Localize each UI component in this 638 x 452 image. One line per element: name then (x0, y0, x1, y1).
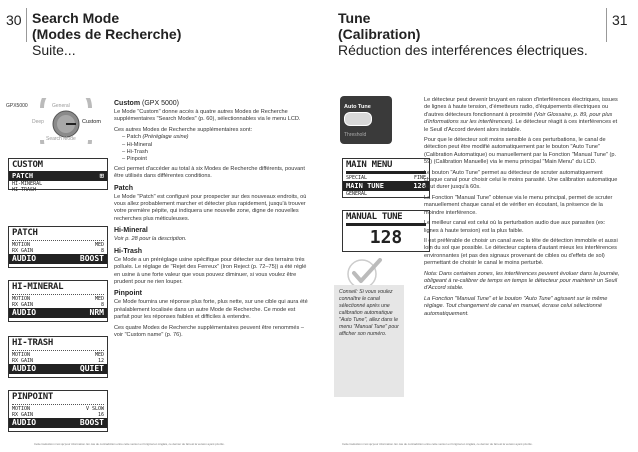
lcd-row-value: MED (94, 242, 104, 248)
lcd-selected-label: MAIN TUNE (346, 182, 384, 190)
knob-general-label: General (52, 103, 70, 109)
custom-heading (114, 99, 308, 108)
hi-mineral-paragraph: Voir p. 28 pour la description. (114, 236, 187, 243)
tip-box: Conseil: Si vous voulez connaître le canal sélectionné après une calibration automatique "Auto Tune", allez dans le menu "Manual Tune" pour afficher son numéro. (334, 285, 404, 397)
right-footer-disclaimer: Cette traduction n'est qu'pour information. En cas de contradiction entre cette version et l'original en Anglais, ce dernier de fait est la version ayant priorité. (342, 442, 533, 446)
lcd-pinpoint-selected (9, 418, 107, 428)
auto-tune-illustration (340, 96, 392, 144)
lcd-patch (8, 226, 108, 268)
right-title-line2: (Calibration) (338, 26, 421, 42)
lcd-row-value: MED (94, 296, 104, 302)
custom-paragraph: Ces autres Modes de Recherche supplémentaires sont: (114, 126, 253, 133)
lcd-selected-value: QUIET (79, 364, 104, 373)
custom-paragraph: Ceci permet d'accéder au total à six Modes de Recherche différents, pouvant être utilisés dans différentes conditions. (114, 165, 305, 180)
hi-trash-paragraph: Ce Mode a un préréglage usine spécifique pour détecter sur des terrains très pollués. Le réglage de "Rejet des Ferreux" (Iron Reject (p. 72–75)) a été réglé en usine à une forte valeur que vous pouvez diminuer, si vous voulez être prudent pour ne rien louper. (114, 256, 307, 285)
lcd-row-label: RX GAIN (12, 412, 34, 418)
lcd-custom-title: CUSTOM (12, 160, 43, 170)
lcd-manual-tune-value: 128 (369, 227, 403, 248)
lcd-hi-mineral-title: HI-MINERAL (12, 282, 64, 292)
lcd-row-label: GENERAL (346, 191, 368, 197)
knob-custom-label: Custom (82, 119, 101, 125)
lcd-row-value: V SLOW (85, 406, 104, 412)
right-page-title (338, 10, 588, 58)
tune-paragraph-text: Le détecteur réagit à ces interférences et le Seuil d'Accord devient alors instable. (424, 119, 618, 133)
lcd-row-value: FINE (413, 175, 426, 181)
lcd-row-label: HI-TRASH (12, 187, 37, 193)
tune-note-paragraph: La Fonction "Manual Tune" et le bouton "Auto Tune" agissent sur le même réglage. Tout changement de canal en manuel, écrase celui sélectionné automatiquement. (424, 295, 608, 317)
lcd-patch-selected (9, 254, 107, 264)
tune-paragraph: Le bouton "Auto Tune" permet au détecteur de scruter automatiquement chaque canal pour choisir celui le moins parasité. Une calibration automatique peut durer jusqu'à 60s. (424, 169, 618, 191)
lcd-selected-value: BOOST (79, 254, 104, 263)
lcd-row-label: MOTION (12, 352, 31, 358)
left-page-title (32, 10, 181, 58)
tune-paragraph: Pour que le détecteur soit moins sensible à ces perturbations, le canal de détection peut être modifié automatiquement par le bouton "Auto Tune" (Calibration Automatique) ou manuellement par la Fonction "Manual Tune" (p. 59) (Calibration Manuelle) via le menu principal "Main Menu" du LCD. (424, 137, 617, 166)
tune-paragraph-text: Le détecteur peut devenir bruyant en raison d'interférences électriques, issues de lignes à haute tension, d'émetteurs radio, d'équipements électriques ou d'autres détecteurs fonctionnant à proximité (424, 97, 618, 118)
knob-gpx-label: GPX5000 (6, 103, 28, 109)
left-title-divider (26, 8, 27, 42)
custom-heading-text: Custom (114, 100, 141, 107)
pinpoint-heading: Pinpoint (114, 290, 142, 298)
right-title-line3: Réduction des interférences électriques. (338, 42, 588, 58)
lcd-row-value: MED (94, 352, 104, 358)
tune-paragraph: Le meilleur canal est celui où la perturbation audio due aux parasites (ex: lignes à haute tension) est la plus faible. (424, 220, 606, 234)
patch-paragraph: Le Mode "Patch" est configuré pour prospecter sur des nouveaux endroits, où vous allez probablement marcher et détecter plus rapidement, jusqu'à trouver votre première pépite, qui indiquera une nouvelle zone, digne de nouvelles recherches plus méticuleuses. (114, 193, 307, 222)
right-title-line1: Tune (338, 10, 371, 26)
lcd-custom-row (9, 187, 107, 193)
lcd-row-value: 16 (97, 412, 104, 418)
custom-mode-list-item: – Pinpoint (122, 156, 147, 163)
lcd-row-label: MOTION (12, 242, 31, 248)
lcd-selected-value: BOOST (79, 418, 104, 427)
knob-search-mode-label: Search Mode (46, 136, 76, 142)
lcd-separator (12, 350, 104, 351)
auto-tune-label: Auto Tune (344, 104, 371, 110)
lcd-selected-label: AUDIO (12, 254, 37, 263)
lcd-pinpoint-title: PINPOINT (12, 392, 53, 402)
lcd-bar (346, 223, 426, 226)
tune-note-paragraph: Nota: Dans certaines zones, les interférences peuvent évoluer dans la journée, obligeant à re-calibrer de temps en temps le détecteur pour maintenir un Seuil d'Accord stable. (424, 270, 620, 292)
left-title-line3: Suite... (32, 42, 76, 58)
lcd-custom (8, 158, 108, 193)
search-mode-knob-illustration (6, 98, 106, 144)
lcd-bar (346, 171, 426, 174)
left-page-number: 30 (6, 12, 22, 28)
left-footer-disclaimer: Cette traduction n'est qu'pour information. En cas de contradiction entre cette version et l'original en Anglais, ce dernier de fait est la version ayant priorité. (34, 442, 225, 446)
lcd-manual-tune (342, 210, 430, 252)
custom-mode-list-item (122, 134, 308, 141)
lcd-row-value: 8 (100, 302, 104, 308)
lcd-hi-trash-selected (9, 364, 107, 374)
right-page-number: 31 (612, 12, 628, 28)
lcd-custom-selected (9, 171, 107, 181)
lcd-row-label: MOTION (12, 296, 31, 302)
patch-heading: Patch (114, 184, 134, 192)
lcd-row-label: HI-MINERAL (12, 181, 43, 187)
tune-paragraph: Il est préférable de choisir un canal avec la tête de détection immobile et aussi loin du sol que possible. Le détecteur captera d'autant mieux les interférences environnantes (et pas des signaux provenant de cibles ou d'effets de sol) permettant de choisir le canal le moins perturbé. (424, 237, 618, 267)
lcd-row-value: 12 (97, 358, 104, 364)
hi-trash-heading: Hi-Trash (114, 247, 143, 255)
hi-mineral-heading: Hi-Mineral (114, 227, 148, 235)
threshold-label: Threshold (344, 132, 367, 138)
lcd-selected-label: AUDIO (12, 308, 37, 317)
lcd-main-menu-title: MAIN MENU (346, 160, 393, 170)
lcd-hi-trash-title: HI-TRASH (12, 338, 53, 348)
pinpoint-paragraph: Ces quatre Modes de Recherche supplémentaires peuvent être renommés – voir "Custom name" (p. 76). (114, 324, 304, 338)
pinpoint-paragraph: Ce Mode fournira une réponse plus forte, plus nette, sur une cible qui aura été préalablement localisée dans un autre Mode de Recherche. Ce mode est parfait pour les réponses faibles et difficiles à entendre. (114, 299, 308, 321)
left-title-line1: Search Mode (32, 10, 120, 26)
lcd-separator (12, 294, 104, 295)
lcd-selected-value: 128 (413, 182, 426, 190)
lcd-row-label: SPECIAL (346, 175, 368, 181)
lcd-pinpoint (8, 390, 108, 432)
lcd-main-menu-row (343, 191, 429, 197)
custom-mode-list-item: – Hi-Mineral (122, 141, 153, 148)
lcd-custom-selected-label: PATCH (12, 172, 34, 180)
tune-paragraph: La Fonction "Manual Tune" obtenue via le menu principal, permet de scruter manuellement chaque canal et de vérifier en écoutant, la présence de la moindre interférence. (424, 194, 613, 216)
lcd-row-label: RX GAIN (12, 358, 34, 364)
lcd-hi-trash (8, 336, 108, 378)
lcd-hi-mineral (8, 280, 108, 322)
custom-mode-list (114, 134, 308, 164)
lcd-custom-selected-icon: ⊞ (99, 172, 104, 180)
lcd-main-menu (342, 158, 430, 198)
custom-mode-list-item: – Hi-Trash (122, 149, 148, 156)
lcd-row-label: RX GAIN (12, 248, 34, 254)
right-title-divider (606, 8, 607, 42)
right-body-text (424, 97, 620, 321)
lcd-separator (12, 404, 104, 405)
custom-paragraph: Le Mode "Custom" donne accès à quatre autres Modes de Recherche supplémentaires "Search Modes" (p. 60), sélectionnables via le menu LCD. (114, 109, 301, 123)
lcd-main-menu-selected (343, 181, 429, 191)
lcd-manual-tune-title: MANUAL TUNE (346, 212, 403, 222)
auto-tune-button (344, 112, 372, 126)
lcd-separator (12, 240, 104, 241)
lcd-row-label: RX GAIN (12, 302, 34, 308)
knob-deep-label: Deep (32, 119, 44, 125)
lcd-selected-label: AUDIO (12, 364, 37, 373)
lcd-patch-title: PATCH (12, 228, 38, 238)
lcd-hi-mineral-selected (9, 308, 107, 318)
left-body-text (114, 97, 308, 342)
list-item-text: – Patch (122, 134, 143, 141)
lcd-selected-label: AUDIO (12, 418, 37, 427)
left-title-line2: (Modes de Recherche) (32, 26, 182, 42)
list-item-note: (Préréglage usine) (142, 134, 189, 141)
lcd-selected-value: NRM (89, 308, 104, 317)
custom-heading-suffix: (GPX 5000) (140, 100, 179, 107)
lcd-row-value: 8 (100, 248, 104, 254)
tune-paragraph (424, 97, 620, 134)
tune-paragraph-italic: (Voir Glossaire, p. 89, pour plus d'informations sur les interférences). (424, 111, 613, 126)
lcd-row-label: MOTION (12, 406, 31, 412)
